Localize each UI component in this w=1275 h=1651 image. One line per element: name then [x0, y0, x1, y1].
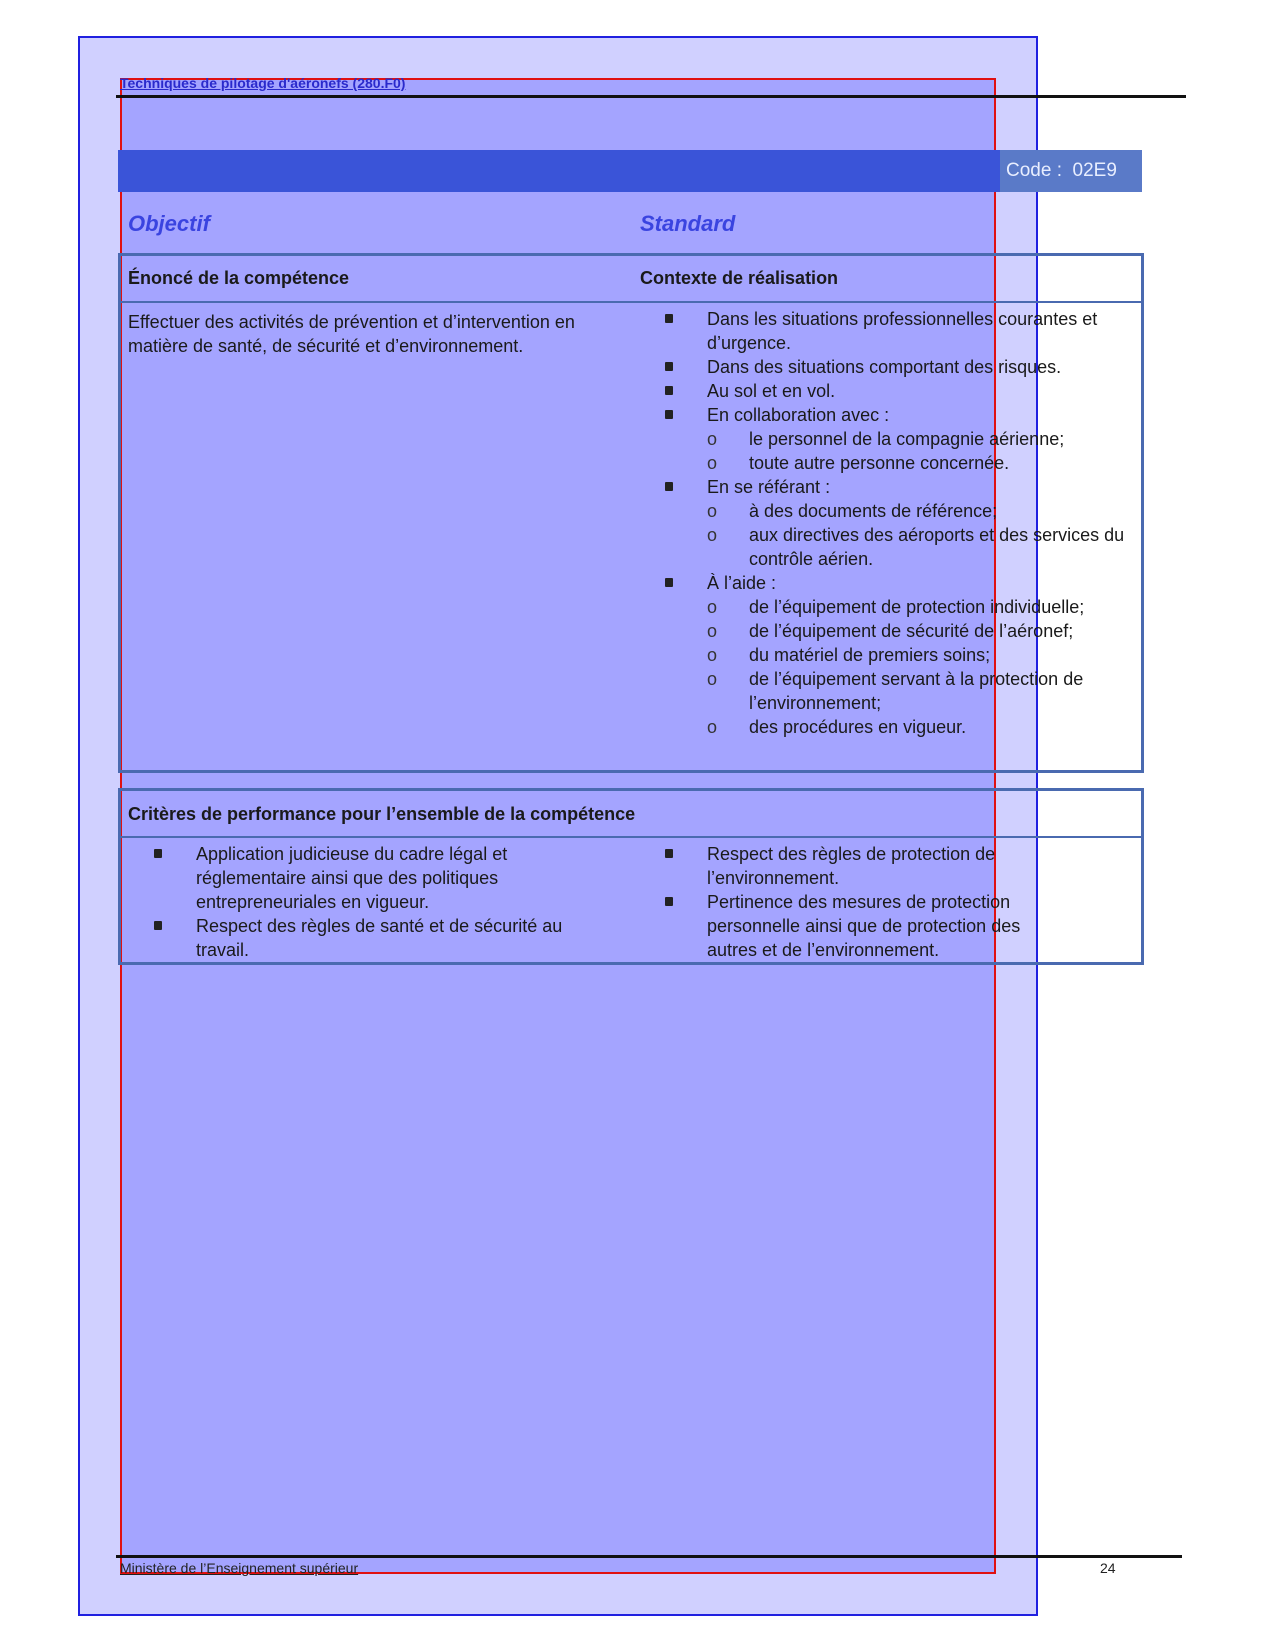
sub-list-item-text: des procédures en vigueur.: [749, 717, 967, 737]
sub-list-item-text: le personnel de la compagnie aérienne;: [749, 429, 1065, 449]
sub-bullet-icon: o: [707, 429, 718, 449]
bullet-icon: [665, 314, 673, 323]
sub-list-item-text: toute autre personne concernée.: [749, 453, 1010, 473]
sub-bullet-icon: o: [707, 501, 718, 521]
sub-bullet-icon: o: [707, 597, 718, 617]
criteria-left-list: [154, 842, 614, 962]
list-item: [665, 890, 1065, 962]
sub-bullet-icon: o: [707, 669, 718, 689]
sub-list-item-text: aux directives des aéroports et des services du contrôle aérien.: [749, 525, 1125, 569]
sub-list-item: [707, 715, 1135, 739]
header-divider: [121, 301, 1141, 303]
bullet-icon: [665, 849, 673, 858]
sub-bullet-icon: o: [707, 645, 718, 665]
list-item-text: En collaboration avec :: [707, 405, 890, 425]
sub-list-item-text: de l’équipement servant à la protection de l’environnement;: [749, 669, 1084, 713]
list-item-text: Respect des règles de protection de l’environnement.: [707, 844, 996, 888]
standard-heading: Standard: [640, 211, 736, 236]
code-banner: [118, 150, 1142, 192]
list-item: [665, 355, 1135, 379]
sub-list-item-text: du matériel de premiers soins;: [749, 645, 991, 665]
objectif-heading: Objectif: [128, 211, 210, 236]
sub-list-item-text: de l’équipement de sécurité de l’aéronef;: [749, 621, 1074, 641]
bullet-icon: [665, 386, 673, 395]
code-value: 02E9: [1072, 160, 1117, 181]
list-item: [665, 403, 1135, 475]
list-item-text: Pertinence des mesures de protection personnelle ainsi que de protection des autres et de l’environnement.: [707, 892, 1021, 960]
sub-list-item-text: à des documents de référence;: [749, 501, 998, 521]
list-item-text: Au sol et en vol.: [707, 381, 836, 401]
sub-list-item: [707, 595, 1135, 619]
bullet-icon: [665, 362, 673, 371]
contexte-list: [665, 307, 1135, 739]
bullet-icon: [665, 897, 673, 906]
sub-list-item: [707, 619, 1135, 643]
enonce-header: Énoncé de la compétence: [128, 268, 350, 288]
list-item-text: En se référant :: [707, 477, 831, 497]
sub-list: [707, 427, 1135, 475]
list-item-text: Dans des situations comportant des risques.: [707, 357, 1062, 377]
list-item: [154, 842, 614, 914]
list-item: [665, 842, 1065, 890]
sub-list-item: [707, 427, 1135, 451]
bullet-icon: [154, 849, 162, 858]
sub-list-item: [707, 451, 1135, 475]
list-item: [154, 914, 614, 962]
code-label-text: Code :: [1006, 160, 1062, 181]
footer-ministry: Ministère de l’Enseignement supérieur: [120, 1560, 359, 1576]
sub-list-item: [707, 499, 1135, 523]
criteria-divider: [121, 836, 1141, 838]
sub-bullet-icon: o: [707, 453, 718, 473]
sub-bullet-icon: o: [707, 621, 718, 641]
footer-rule: [116, 1555, 1182, 1558]
bullet-icon: [154, 921, 162, 930]
sub-bullet-icon: o: [707, 525, 718, 545]
list-item-text: Application judicieuse du cadre légal et réglementaire ainsi que des politiques entrepreneuriales en vigueur.: [196, 844, 508, 912]
criteria-header: Critères de performance pour l’ensemble de la compétence: [128, 804, 636, 824]
sub-list-item: [707, 667, 1135, 715]
bullet-icon: [665, 578, 673, 587]
list-item: [665, 307, 1135, 355]
header-rule: [116, 95, 1186, 98]
bullet-icon: [665, 410, 673, 419]
sub-list-item: [707, 643, 1135, 667]
sub-list: [707, 499, 1135, 571]
list-item: [665, 379, 1135, 403]
contexte-header: Contexte de réalisation: [640, 268, 839, 288]
list-item-text: Dans les situations professionnelles courantes et d’urgence.: [707, 309, 1098, 353]
sub-list: [707, 595, 1135, 739]
list-item-text: À l’aide :: [707, 573, 777, 593]
sub-list-item-text: de l’équipement de protection individuelle;: [749, 597, 1085, 617]
criteria-right-list: [665, 842, 1065, 962]
code-label: [1000, 150, 1142, 192]
enonce-text: Effectuer des activités de prévention et d’intervention en matière de santé, de sécurité et d’environnement.: [128, 312, 575, 356]
running-title: Techniques de pilotage d'aéronefs (280.F0): [120, 75, 406, 91]
page-number: 24: [1100, 1560, 1116, 1576]
list-item-text: Respect des règles de santé et de sécurité au travail.: [196, 916, 563, 960]
criteria-box: [118, 788, 1144, 965]
list-item: [665, 475, 1135, 571]
bullet-icon: [665, 482, 673, 491]
sub-bullet-icon: o: [707, 717, 718, 737]
sub-list-item: [707, 523, 1135, 571]
competence-box: [118, 253, 1144, 773]
list-item: [665, 571, 1135, 739]
